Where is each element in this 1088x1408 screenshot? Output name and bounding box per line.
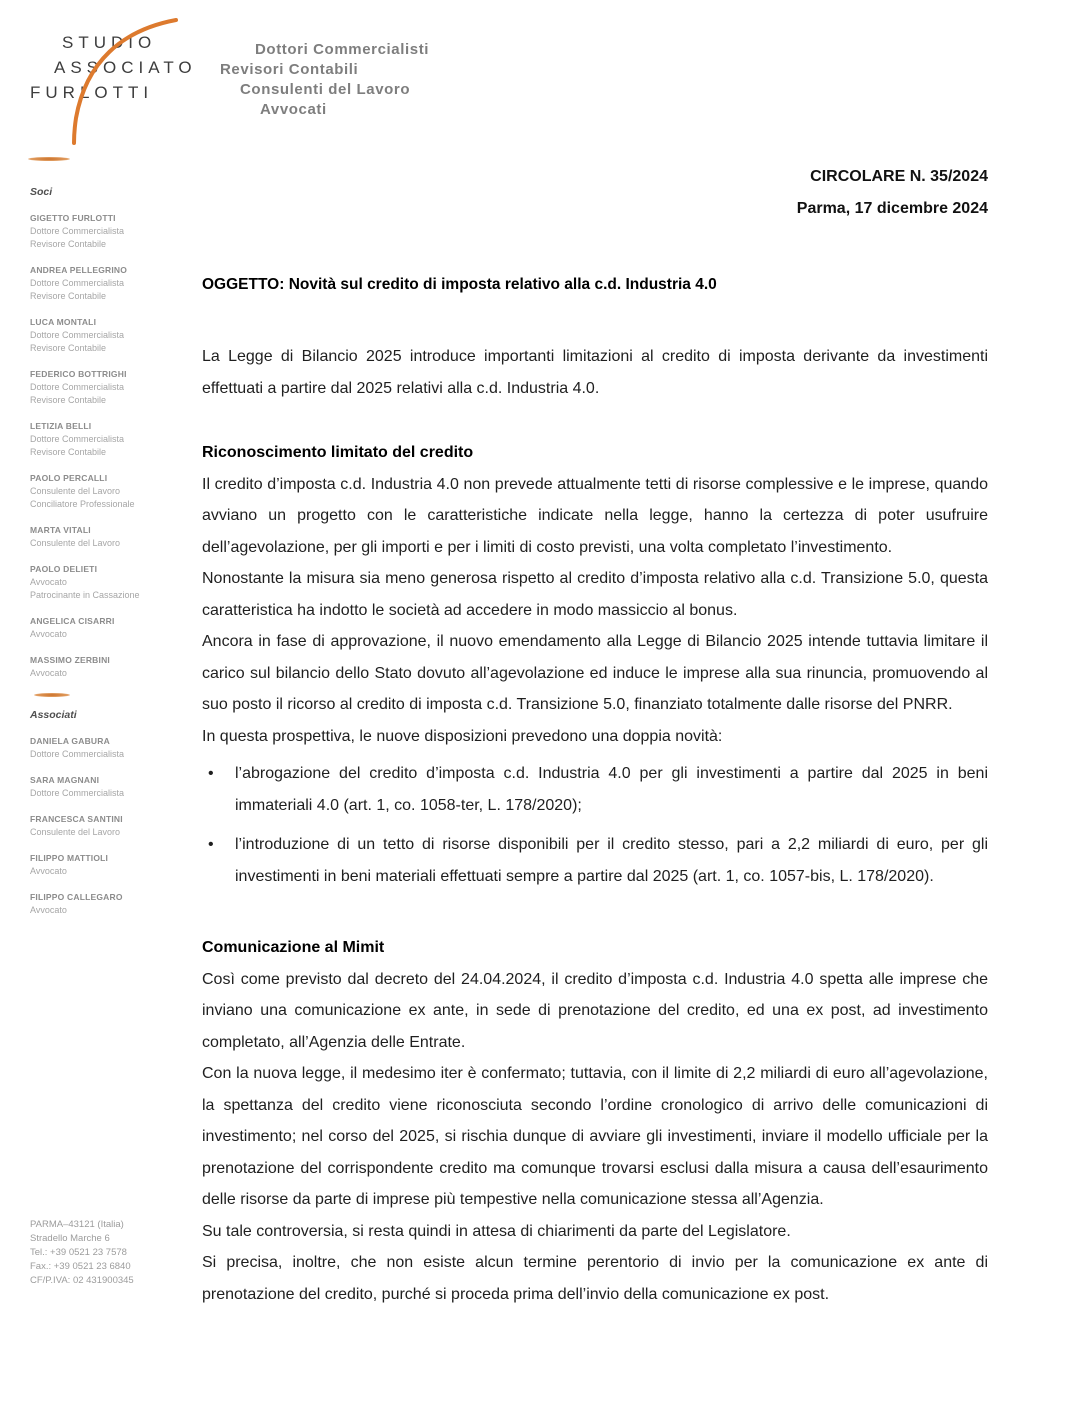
member-roles bbox=[30, 667, 188, 680]
member-entry bbox=[30, 524, 188, 550]
member-name: FILIPPO CALLEGARO bbox=[30, 892, 123, 902]
member-role: Dottore Commercialista bbox=[30, 382, 125, 392]
service-line: Avvocati bbox=[260, 101, 327, 118]
sidebar bbox=[30, 186, 188, 930]
member-name: FEDERICO BOTTRIGHI bbox=[30, 369, 127, 379]
logo-divider bbox=[28, 157, 70, 161]
intro-paragraph: La Legge di Bilancio 2025 introduce importanti limitazioni al credito di imposta derivante da investimenti effettuati a partire dal 2025 relativi alla c.d. Industria 4.0. bbox=[202, 348, 988, 397]
member-name: LUCA MONTALI bbox=[30, 317, 97, 327]
member-role: Avvocato bbox=[30, 577, 67, 587]
logo-line-furlotti: FURLOTTI bbox=[30, 83, 154, 102]
member-role: Dottore Commercialista bbox=[30, 226, 125, 236]
section2-paragraphs bbox=[202, 964, 988, 1311]
studio-logo bbox=[30, 30, 197, 105]
service-line: Revisori Contabili bbox=[220, 61, 359, 78]
bullet-marker: • bbox=[208, 836, 214, 853]
member-name: DANIELA GABURA bbox=[30, 736, 110, 746]
member-role: Revisore Contabile bbox=[30, 395, 107, 405]
paragraph: Il credito d’imposta c.d. Industria 4.0 non prevede attualmente tetti di risorse complessive e le imprese, quando avviano un progetto con le caratteristiche indicate nella legge, hanno la certezza di poter usufruire dell’agevolazione, per gli importi e per i limiti di costo previsti, una volta completato l’investimento. bbox=[202, 475, 988, 556]
member-role: Consulente del Lavoro bbox=[30, 538, 121, 548]
address-block bbox=[30, 1218, 134, 1288]
logo-line-associato: ASSOCIATO bbox=[54, 58, 197, 77]
member-roles bbox=[30, 329, 188, 355]
member-role: Avvocato bbox=[30, 668, 67, 678]
member-name: FRANCESCA SANTINI bbox=[30, 814, 123, 824]
member-entry bbox=[30, 420, 188, 459]
member-roles bbox=[30, 576, 188, 602]
logo-line-studio: STUDIO bbox=[62, 33, 157, 52]
address-line: Stradello Marche 6 bbox=[30, 1233, 110, 1244]
member-name: FILIPPO MATTIOLI bbox=[30, 853, 109, 863]
member-name: ANGELICA CISARRI bbox=[30, 616, 115, 626]
paragraph: Nonostante la misura sia meno generosa rispetto al credito d’imposta relativo alla c.d. Transizione 5.0, questa caratteristica ha indotto le società ad accedere in modo massiccio al bonus. bbox=[202, 570, 988, 619]
member-role: Revisore Contabile bbox=[30, 291, 107, 301]
member-entry bbox=[30, 212, 188, 251]
member-roles bbox=[30, 628, 188, 641]
member-name: PAOLO PERCALLI bbox=[30, 473, 108, 483]
member-role: Avvocato bbox=[30, 629, 67, 639]
member-roles bbox=[30, 865, 188, 878]
member-role: Conciliatore Professionale bbox=[30, 499, 135, 509]
member-role: Dottore Commercialista bbox=[30, 278, 125, 288]
bullet-marker: • bbox=[208, 765, 214, 782]
service-line: Consulenti del Lavoro bbox=[240, 81, 411, 98]
member-role: Dottore Commercialista bbox=[30, 788, 125, 798]
paragraph: In questa prospettiva, le nuove disposizioni prevedono una doppia novità: bbox=[202, 727, 723, 745]
member-roles bbox=[30, 485, 188, 511]
circolare-number: CIRCOLARE N. 35/2024 bbox=[810, 168, 988, 185]
member-role: Consulente del Lavoro bbox=[30, 486, 121, 496]
member-role: Avvocato bbox=[30, 905, 67, 915]
member-role: Dottore Commercialista bbox=[30, 330, 125, 340]
soci-list bbox=[30, 212, 188, 680]
member-name: GIGETTO FURLOTTI bbox=[30, 213, 116, 223]
paragraph: Ancora in fase di approvazione, il nuovo emendamento alla Legge di Bilancio 2025 intende tuttavia limitare il carico sul bilancio dello Stato dovuto all’agevolazione ed induce le imprese alla sua rinuncia, promuovendo al suo posto il ricorso al credito di imposta c.d. Transizione 5.0, finanziato totalmente dalle risorse del PNRR. bbox=[202, 633, 988, 713]
member-entry bbox=[30, 563, 188, 602]
services-list bbox=[220, 40, 429, 120]
address-line: Fax.: +39 0521 23 6840 bbox=[30, 1261, 131, 1272]
member-roles bbox=[30, 381, 188, 407]
member-entry bbox=[30, 615, 188, 641]
member-roles bbox=[30, 225, 188, 251]
paragraph: Così come previsto dal decreto del 24.04.2024, il credito d’imposta c.d. Industria 4.0 spetta alle imprese che inviano una comunicazione ex ante, in sede di prenotazione del credito, ed una ex post, ad investimento completato, all’Agenzia delle Entrate. bbox=[202, 970, 988, 1051]
date-line: Parma, 17 dicembre 2024 bbox=[796, 200, 988, 217]
letter-body bbox=[202, 161, 988, 1310]
associati-label: Associati bbox=[30, 709, 77, 721]
associati-list bbox=[30, 735, 188, 917]
bullet-list bbox=[202, 758, 988, 892]
member-role: Dottore Commercialista bbox=[30, 749, 125, 759]
service-line: Dottori Commercialisti bbox=[255, 41, 430, 58]
paragraph: Su tale controversia, si resta quindi in attesa di chiarimenti da parte del Legislatore. bbox=[202, 1222, 791, 1240]
member-name: ANDREA PELLEGRINO bbox=[30, 265, 128, 275]
member-roles bbox=[30, 537, 188, 550]
member-entry bbox=[30, 735, 188, 761]
section2-heading: Comunicazione al Mimit bbox=[202, 939, 385, 956]
bullet-item bbox=[202, 758, 988, 821]
member-roles bbox=[30, 904, 188, 917]
member-entry bbox=[30, 852, 188, 878]
member-entry bbox=[30, 774, 188, 800]
member-entry bbox=[30, 472, 188, 511]
address-line: CF/P.IVA: 02 431900345 bbox=[30, 1275, 134, 1286]
section1-heading: Riconoscimento limitato del credito bbox=[202, 444, 474, 461]
bullet-item bbox=[202, 829, 988, 892]
member-roles bbox=[30, 787, 188, 800]
member-name: SARA MAGNANI bbox=[30, 775, 100, 785]
subject-line: OGGETTO: Novità sul credito di imposta relativo alla c.d. Industria 4.0 bbox=[202, 276, 717, 293]
section1-paragraphs bbox=[202, 469, 988, 753]
paragraph: Con la nuova legge, il medesimo iter è confermato; tuttavia, con il limite di 2,2 miliardi di euro all’agevolazione, la spettanza del credito viene riconosciuta secondo l’ordine cronologico di arrivo delle comunicazioni di investimento; nel corso del 2025, si rischia dunque di avviare gli investimenti, inviare il modello ufficiale per la prenotazione del corrispondente credito ma comunque trovarsi esclusi dalla misura a causa dell’esaurimento delle risorse da parte di imprese più tempestive nella comunicazione stessa all’Agenzia. bbox=[202, 1065, 988, 1208]
member-entry bbox=[30, 891, 188, 917]
member-entry bbox=[30, 264, 188, 303]
member-entry bbox=[30, 368, 188, 407]
member-roles bbox=[30, 277, 188, 303]
member-entry bbox=[30, 813, 188, 839]
member-roles bbox=[30, 826, 188, 839]
member-roles bbox=[30, 748, 188, 761]
member-role: Consulente del Lavoro bbox=[30, 827, 121, 837]
member-name: MARTA VITALI bbox=[30, 525, 91, 535]
member-role: Revisore Contabile bbox=[30, 239, 107, 249]
member-role: Revisore Contabile bbox=[30, 343, 107, 353]
member-name: PAOLO DELIETI bbox=[30, 564, 98, 574]
paragraph: Si precisa, inoltre, che non esiste alcun termine perentorio di invio per la comunicazione ex ante di prenotazione del credito, purché si proceda prima dell’invio della comunicazione ex post. bbox=[202, 1254, 988, 1303]
member-role: Avvocato bbox=[30, 866, 67, 876]
member-entry bbox=[30, 316, 188, 355]
member-role: Revisore Contabile bbox=[30, 447, 107, 457]
sidebar-divider bbox=[34, 693, 70, 697]
member-role: Dottore Commercialista bbox=[30, 434, 125, 444]
soci-label: Soci bbox=[30, 186, 53, 198]
member-name: LETIZIA BELLI bbox=[30, 421, 92, 431]
address-line: Tel.: +39 0521 23 7578 bbox=[30, 1247, 127, 1258]
bullet-text: l’abrogazione del credito d’imposta c.d. Industria 4.0 per gli investimenti a partire dal 2025 in beni immateriali 4.0 (art. 1, co. 1058-ter, L. 178/2020); bbox=[235, 765, 988, 814]
member-name: MASSIMO ZERBINI bbox=[30, 655, 110, 665]
member-roles bbox=[30, 433, 188, 459]
member-entry bbox=[30, 654, 188, 680]
member-role: Patrocinante in Cassazione bbox=[30, 590, 140, 600]
address-line: PARMA–43121 (Italia) bbox=[30, 1219, 124, 1230]
bullet-text: l’introduzione di un tetto di risorse disponibili per il credito stesso, pari a 2,2 miliardi di euro, per gli investimenti in beni materiali effettuati sempre a partire dal 2025 (art. 1, co. 1057-bis, L. 178/2020). bbox=[235, 836, 988, 885]
